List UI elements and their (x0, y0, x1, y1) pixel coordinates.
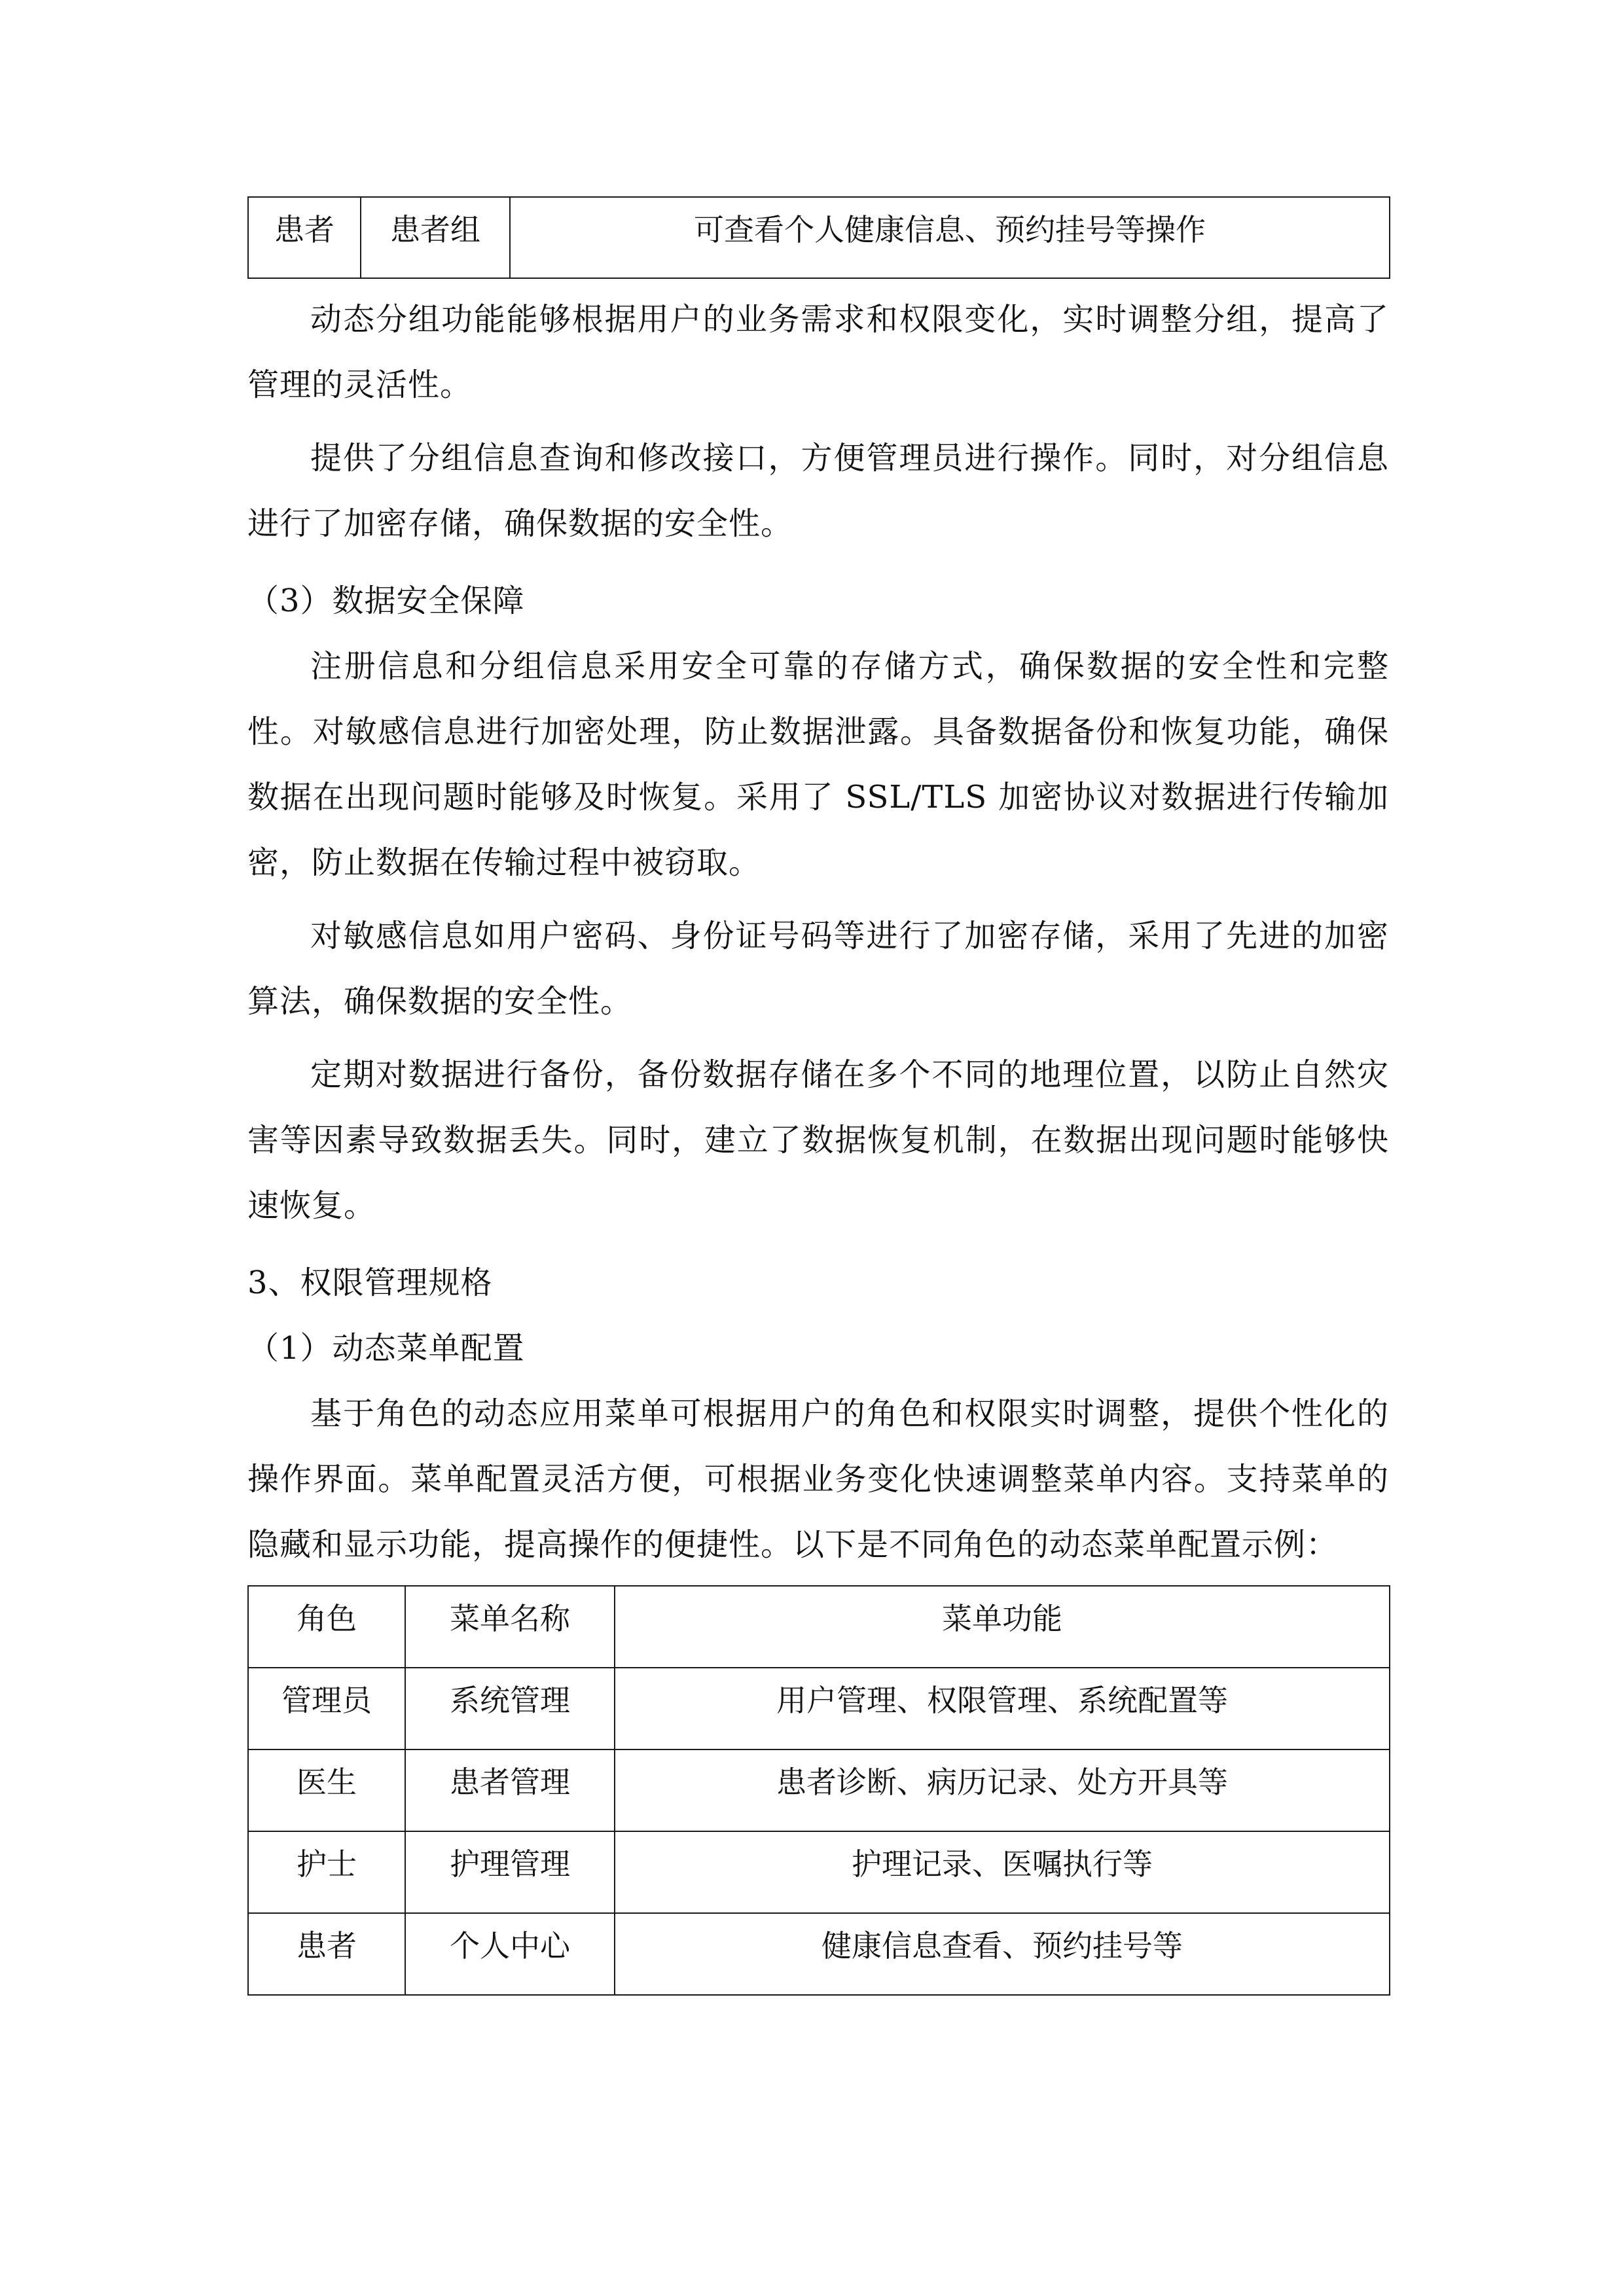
table-cell-role: 管理员 (248, 1668, 405, 1749)
table-row (248, 197, 1390, 278)
header-role: 角色 (248, 1586, 405, 1668)
header-menu-function: 菜单功能 (615, 1586, 1390, 1668)
table-cell-role: 护士 (248, 1831, 405, 1913)
section-heading-permission-spec: 3、权限管理规格 (247, 1265, 493, 1301)
table-header-row (248, 1586, 1390, 1668)
table-row (248, 1831, 1390, 1913)
paragraph-dynamic-menu: 基于角色的动态应用菜单可根据用户的角色和权限实时调整，提供个性化的操作界面。菜单配置灵活方便，可根据业务变化快速调整菜单内容。支持菜单的隐藏和显示功能，提高操作的便捷性。以下是不同角色的动态菜单配置示例： (247, 1395, 1389, 1563)
subheading-data-security: （3）数据安全保障 (247, 583, 525, 619)
table-cell-menu-name: 护理管理 (405, 1831, 615, 1913)
table-cell-menu-function: 护理记录、医嘱执行等 (615, 1831, 1390, 1913)
table-cell-menu-name: 患者管理 (405, 1749, 615, 1831)
table-cell-permission: 可查看个人健康信息、预约挂号等操作 (510, 197, 1390, 278)
document-page (247, 196, 1389, 1996)
table-cell-group: 患者组 (361, 197, 510, 278)
table-cell-role: 患者 (248, 197, 361, 278)
paragraph-sensitive-encryption: 对敏感信息如用户密码、身份证号码等进行了加密存储，采用了先进的加密算法，确保数据的安全性。 (247, 918, 1389, 1020)
table-row (248, 1913, 1390, 1995)
header-menu-name: 菜单名称 (405, 1586, 615, 1668)
menu-config-table (247, 1585, 1390, 1996)
paragraph-dynamic-grouping: 动态分组功能能够根据用户的业务需求和权限变化，实时调整分组，提高了管理的灵活性。 (247, 301, 1389, 403)
table-cell-menu-function: 健康信息查看、预约挂号等 (615, 1913, 1390, 1995)
table-cell-menu-name: 个人中心 (405, 1913, 615, 1995)
paragraph-group-query: 提供了分组信息查询和修改接口，方便管理员进行操作。同时，对分组信息进行了加密存储，确保数据的安全性。 (247, 440, 1389, 542)
table-cell-role: 医生 (248, 1749, 405, 1831)
table-row (248, 1668, 1390, 1749)
table-row (248, 1749, 1390, 1831)
table-cell-menu-function: 用户管理、权限管理、系统配置等 (615, 1668, 1390, 1749)
table-cell-role: 患者 (248, 1913, 405, 1995)
table-cell-menu-function: 患者诊断、病历记录、处方开具等 (615, 1749, 1390, 1831)
table-cell-menu-name: 系统管理 (405, 1668, 615, 1749)
paragraph-backup: 定期对数据进行备份，备份数据存储在多个不同的地理位置，以防止自然灾害等因素导致数据丢失。同时，建立了数据恢复机制，在数据出现问题时能够快速恢复。 (247, 1056, 1389, 1224)
group-table (247, 196, 1390, 279)
paragraph-secure-storage: 注册信息和分组信息采用安全可靠的存储方式，确保数据的安全性和完整性。对敏感信息进行加密处理，防止数据泄露。具备数据备份和恢复功能，确保数据在出现问题时能够及时恢复。采用了 SSL/TLS 加密协议对数据进行传输加密，防止数据在传输过程中被窃取。 (247, 648, 1389, 881)
subheading-dynamic-menu: （1）动态菜单配置 (247, 1330, 525, 1367)
